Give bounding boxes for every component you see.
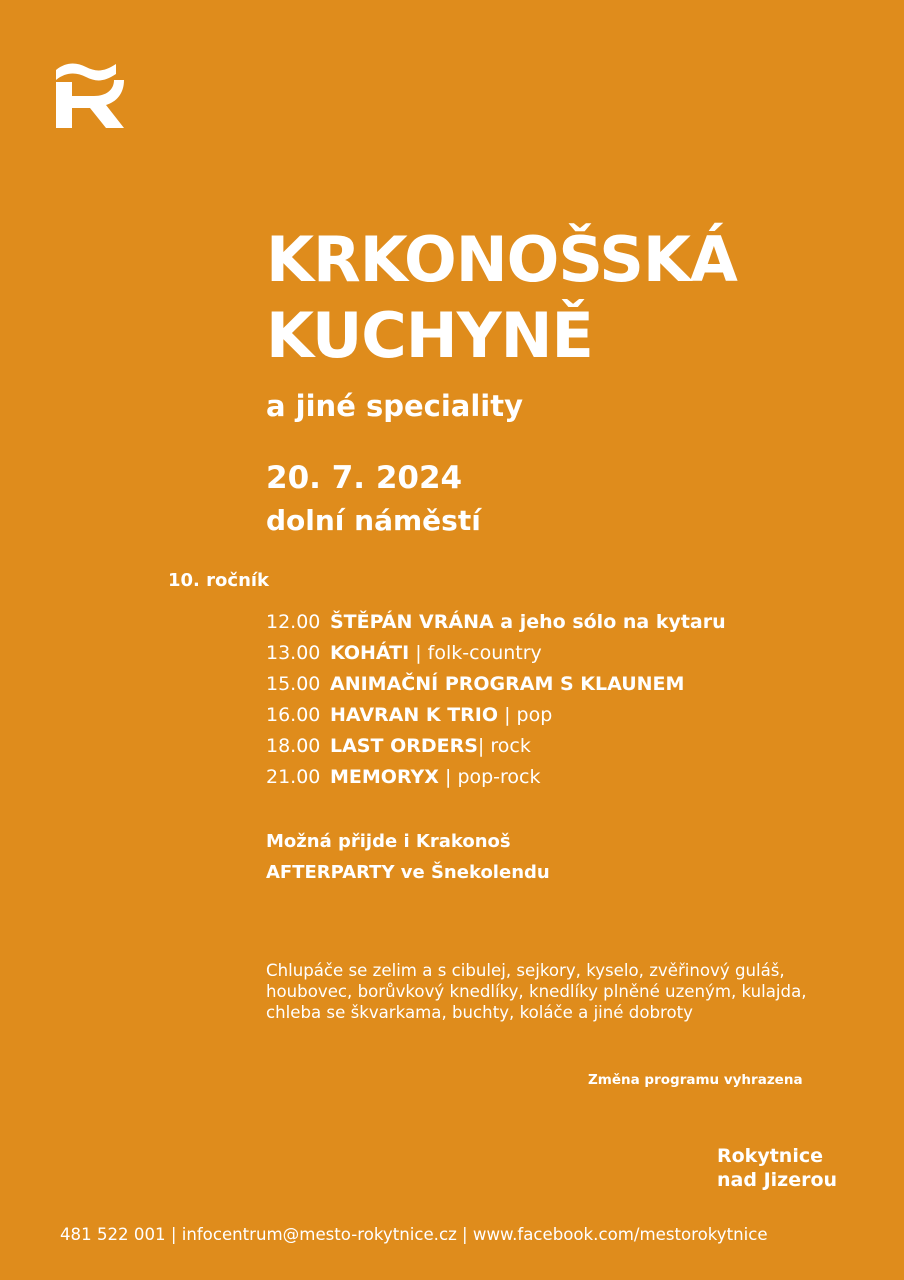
program-performer: LAST ORDERS bbox=[330, 735, 478, 757]
afterparty-note: AFTERPARTY ve Šnekolendu bbox=[266, 862, 550, 883]
program-separator: | bbox=[409, 642, 428, 664]
program-item bbox=[266, 732, 726, 763]
program-performer: KOHÁTI bbox=[330, 642, 410, 664]
event-subtitle: a jiné speciality bbox=[266, 389, 523, 423]
food-description: Chlupáče se zelim a s cibulej, sejkory, kyselo, zvěřinový guláš, houbovec, borůvkový knedlíky, knedlíky plněné uzeným, kulajda, chleba se škvarkama, buchty, koláče a jiné dobroty bbox=[266, 961, 807, 1022]
town-name-line-2: nad Jizerou bbox=[717, 1169, 838, 1191]
program-genre: pop bbox=[516, 704, 553, 726]
town-logo bbox=[56, 52, 124, 128]
program-separator: | bbox=[477, 735, 491, 757]
program-performer: ANIMAČNÍ PROGRAM S KLAUNEM bbox=[330, 673, 685, 695]
program-time: 21.00 bbox=[266, 766, 321, 788]
program-time: 15.00 bbox=[266, 673, 321, 695]
program-separator: | bbox=[438, 766, 458, 788]
program-genre: pop-rock bbox=[457, 766, 541, 788]
program-item bbox=[266, 670, 726, 701]
program-performer: ŠTĚPÁN VRÁNA a jeho sólo na kytaru bbox=[330, 611, 726, 633]
program-genre: rock bbox=[490, 735, 531, 757]
event-title bbox=[266, 222, 737, 374]
program-list bbox=[266, 608, 726, 794]
edition-label: 10. ročník bbox=[168, 570, 270, 591]
program-genre: folk-country bbox=[427, 642, 542, 664]
event-place: dolní náměstí bbox=[266, 504, 481, 537]
event-date: 20. 7. 2024 bbox=[266, 460, 463, 496]
program-time: 16.00 bbox=[266, 704, 321, 726]
program-item bbox=[266, 639, 726, 670]
program-time: 12.00 bbox=[266, 611, 321, 633]
contact-footer: 481 522 001 | infocentrum@mesto-rokytnice.cz | www.facebook.com/mestorokytnice bbox=[60, 1225, 768, 1244]
town-name-line-1: Rokytnice bbox=[717, 1145, 823, 1167]
program-item bbox=[266, 608, 726, 639]
town-name bbox=[717, 1144, 837, 1192]
program-performer: MEMORYX bbox=[330, 766, 439, 788]
program-time: 13.00 bbox=[266, 642, 321, 664]
program-separator: | bbox=[498, 704, 517, 726]
program-item bbox=[266, 701, 726, 732]
program-performer: HAVRAN K TRIO bbox=[330, 704, 499, 726]
extra-info bbox=[266, 826, 550, 888]
program-change-note: Změna programu vyhrazena bbox=[588, 1072, 803, 1088]
program-time: 18.00 bbox=[266, 735, 321, 757]
program-item bbox=[266, 763, 726, 794]
title-line-1: KRKONOŠSKÁ bbox=[266, 223, 737, 296]
krakonos-note: Možná přijde i Krakonoš bbox=[266, 831, 511, 852]
title-line-2: KUCHYNĚ bbox=[266, 299, 593, 372]
